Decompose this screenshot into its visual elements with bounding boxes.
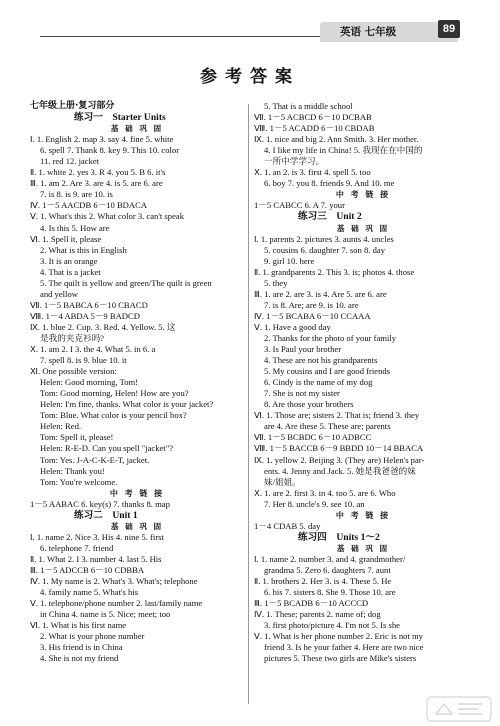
answer-line: Tom: Yes. J-A-C-K-E-T, jacket. (40, 454, 150, 465)
answer-line: Ⅵ. 1. What is his first name (30, 620, 127, 631)
answer-line: Helen: R-E-D. Can you spell "jacket"? (40, 443, 174, 454)
column-divider (248, 104, 249, 704)
answer-line: 7. is 8. is 9. are 10. is (40, 189, 113, 200)
answer-line: ents. 4. Jenny and Jack. 5. 她是我爸爸的妹 (264, 465, 416, 476)
answer-line: Ⅹ. 1. an 2. is 3. first 4. spell 5. too (254, 167, 371, 178)
answer-line: 3. first photo/picture 4. I'm not 5. Is she (264, 620, 400, 631)
answer-line: 5. they (264, 277, 288, 288)
answer-line: Tom: Good morning, Helen! How are you? (40, 388, 189, 399)
answer-line: 2. What is this in English (40, 244, 127, 255)
answer-line: Ⅴ. 1. Have a good day (254, 321, 331, 332)
page-number: 89 (438, 20, 460, 38)
answer-line: 3. His friend is in China (40, 642, 123, 653)
sub-heading: 基 础 巩 固 (336, 223, 390, 233)
answer-line: Ⅵ. 1. Those are; sisters 2. That is; friend 3. they (254, 410, 420, 421)
subject-label: 英语 七年级 (340, 26, 397, 38)
right-column (254, 101, 472, 664)
answer-line: Ⅳ. 1－5 BCABA 6－10 CCAAA (254, 310, 371, 321)
answer-line: Ⅶ. 1－5 BABCA 6－10 CBACD (30, 299, 148, 310)
answer-line: Helen: Good morning, Tom! (40, 377, 139, 388)
sub-heading: 中 考 链 接 (109, 488, 165, 498)
answer-line: 3. Is Paul your brother (264, 344, 342, 355)
sub-heading: 基 础 巩 固 (110, 521, 164, 531)
answer-line: Ⅳ. 1. These; parents 2. name of; dog (254, 609, 381, 620)
answer-line: 6. his 7. sisters 8. She 9. Those 10. are (264, 587, 396, 598)
answer-line: 7. spell 8. is 9. blue 10. it (40, 355, 127, 366)
answer-line: 1－4 CDAB 5. day (254, 520, 321, 531)
sub-heading: 中 考 链 接 (335, 190, 391, 200)
answer-line: Ⅰ. 1. name 2. number 3. and 4. grandmother/ (254, 553, 406, 564)
answer-line: 7. Her 8. uncle's 9. see 10. an (264, 498, 365, 509)
answer-line: Ⅹ. 1. are 2. first 3. in 4. too 5. are 6. Who (254, 487, 396, 498)
answer-line: 2. What is your phone number (40, 631, 145, 642)
answer-line: 9. girl 10. here (264, 255, 315, 266)
answer-line: 妹/姐姐。 (264, 476, 301, 487)
answer-line: 11. red 12. jacket (40, 156, 100, 167)
answer-line: 8. Are those your brothers (264, 399, 354, 410)
answer-line: Ⅳ. 1. My name is 2. What's 3. What's; telephone (30, 576, 198, 587)
answer-line: Ⅱ. 1. white 2. yes 3. R 4. you 5. B 6. it's (30, 167, 166, 178)
answer-line: Tom: Blue. What color is your pencil box? (40, 410, 187, 421)
answer-line: Ⅸ. 1. nice and big 2. Ann Smith. 3. Her mother. (254, 134, 419, 145)
answer-line: grandma 5. Zero 6. daughters 7. aunt (264, 564, 391, 575)
answer-line: 2. Thanks for the photo of your family (264, 332, 397, 343)
answer-line: Ⅵ. 1. Spell it, please (30, 233, 102, 244)
sub-heading: 基 础 巩 固 (336, 543, 390, 553)
answer-line: 5. My cousins and I are good friends (264, 366, 391, 377)
answer-line: Helen: Red. (40, 421, 82, 432)
answer-line: Ⅳ. 1－5 AACDB 6－10 BDACA (30, 200, 148, 211)
answer-line: Ⅴ. 1. What's this 2. What color 3. can't speak (30, 211, 185, 222)
answer-line: 3. It is an orange (40, 255, 98, 266)
answer-line: Ⅺ. One possible version: (30, 366, 117, 377)
answer-line: Ⅲ. 1－5 ADCCB 6－10 CDBBA (30, 564, 145, 575)
exercise-heading: 练习四 Units 1～2 (298, 531, 380, 543)
answer-line: 5. cousins 6. daughter 7. son 8. day (264, 244, 386, 255)
answer-line: Ⅰ. 1. parents 2. pictures 3. aunts 4. uncles (254, 233, 394, 244)
answer-line: Ⅲ. 1. are 2. are 3. is 4. Are 5. are 6. are (254, 288, 387, 299)
answer-line: Ⅶ. 1－5 BCBDC 6－10 ADBCC (254, 432, 372, 443)
answer-line: Ⅲ. 1－5 BCADB 6－10 ACCCD (254, 598, 369, 609)
answer-line: 5. That is a middle school (264, 101, 353, 111)
exercise-heading: 练习二 Unit 1 (74, 509, 138, 521)
answer-line: Ⅷ. 1－5 BACCB 6－9 BBDD 10－14 BBACA (254, 443, 424, 454)
answer-line: friend 3. Is he your father 4. Here are two nice (264, 642, 424, 653)
page-header (0, 0, 500, 46)
answer-line: 6. telephone 7. friend (40, 542, 114, 553)
answer-line: and yellow (40, 288, 78, 299)
answer-line: Ⅴ. 1. telephone/phone number 2. last/family name (30, 598, 203, 609)
answer-line: Tom: You're welcome. (40, 476, 118, 487)
section-heading: 七年级上册·复习部分 (30, 101, 115, 111)
answer-line: Ⅱ. 1. What 2. I 3. number 4. last 5. His (30, 553, 162, 564)
sub-heading: 基 础 巩 固 (110, 124, 164, 134)
answer-line: pictures 5. These two girls are Mike's sisters (264, 653, 417, 664)
answer-line: 6. spell 7. Thank 8. key 9. This 10. color (40, 145, 180, 156)
watermark-logo (426, 696, 492, 722)
answer-line: 一所中学学习。 (264, 156, 325, 167)
answer-line: Ⅸ. 1. blue 2. Cup. 3. Red. 4. Yellow. 5. 这 (30, 321, 176, 332)
answer-line: Ⅸ. 1. yellow 2. Beijing 3. (They are) Helen's par- (254, 454, 425, 465)
exercise-heading: 练习三 Unit 2 (298, 211, 362, 223)
answer-line: 4. Is this 5. How are (40, 222, 110, 233)
answer-line: Ⅱ. 1. brothers 2. Her 3. is 4. These 5. He (254, 576, 392, 587)
answer-line: Ⅶ. 1－5 ACBCD 6－10 DCBAB (254, 112, 372, 123)
page-title: 参考答案 (200, 67, 300, 87)
answer-line: 1－5 CABCC 6. A 7. your (254, 200, 345, 211)
answer-line: 7. is 8. Are; are 9. is 10. are (264, 299, 359, 310)
exercise-heading: 练习一 Starter Units (74, 112, 166, 124)
answer-line: Ⅰ. 1. name 2. Nice 3. His 4. nine 5. first (30, 531, 164, 542)
answer-line: Ⅲ. 1. am 2. Are 3. are 4. is 5. are 6. are (30, 178, 163, 189)
answer-line: 4. family name 5. What's his (40, 587, 139, 598)
answer-line: 4. That is a jacket (40, 266, 101, 277)
answer-line: Ⅴ. 1. What is her phone number 2. Eric is not my (254, 631, 423, 642)
answer-line: 4. I like my life in China! 5. 我现在在中国的 (264, 145, 423, 156)
answer-line: 4. She is not my friend (40, 653, 119, 664)
answer-line: Ⅷ. 1－5 ACADD 6－10 CBDAB (254, 123, 375, 134)
answer-line: 7. She is not my sister (264, 388, 340, 399)
answer-line: Ⅷ. 1－4 ABDA 5－9 BADCD (30, 310, 140, 321)
answer-line: in China 4. name is 5. Nice; meet; too (40, 609, 171, 620)
answer-line: Tom: Spell it, please! (40, 432, 114, 443)
answer-line: 6. boy 7. you 8. friends 9. And 10. me (264, 178, 395, 189)
left-column (30, 101, 244, 664)
answer-line: Ⅹ. 1. am 2. I 3. the 4. What 5. in 6. a (30, 344, 156, 355)
answer-line: Ⅱ. 1. grandparents 2. This 3. is; photos 4. those (254, 266, 415, 277)
answer-line: 是我的夹克衫吗? (40, 332, 104, 343)
answer-line: 6. Cindy is the name of my dog (264, 377, 373, 388)
answer-line: Helen: Thank you! (40, 465, 105, 476)
sub-heading: 中 考 链 接 (335, 510, 391, 520)
answer-line: 5. The quilt is yellow and green/The quilt is green (40, 277, 212, 288)
answer-line: Ⅰ. 1. English 2. map 3. say 4. fine 5. white (30, 134, 174, 145)
answer-line: 1－5 AABAC 6. key(s) 7. thanks 8. map (30, 498, 170, 509)
answer-line: Helen: I'm fine, thanks. What color is your jacket? (40, 399, 214, 410)
answer-line: are 4. Are these 5. These are; parents (264, 421, 391, 432)
answer-line: 4. These are not his grandparents (264, 355, 378, 366)
